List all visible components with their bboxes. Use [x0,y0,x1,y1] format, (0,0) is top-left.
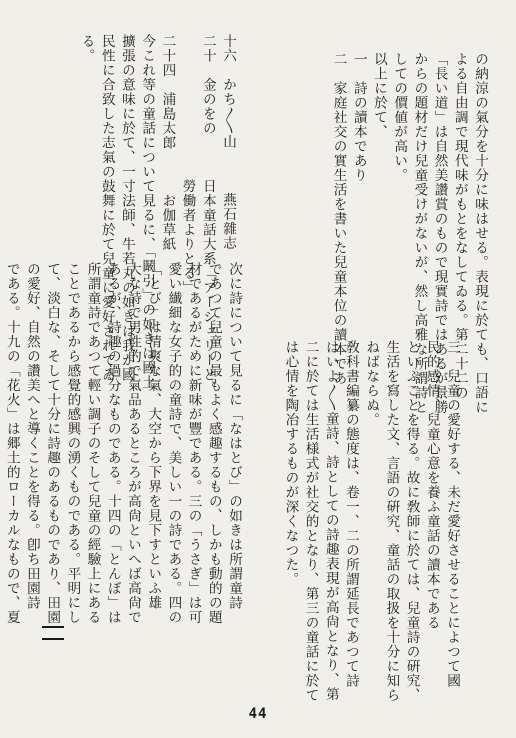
text-line: 「長い道」は自然美讚賞のもので現實詩ではあるが景勝 [431,52,448,415]
text-line: て、淡白な、そして十分に詩趣のあるものであり、田園 [44,262,61,625]
text-line: 十六 かち〳〵山 燕石雜志 [220,34,236,251]
text-line: は心情を陶冶するものが深くなつた。 [282,340,299,587]
text-line: 擴張の意味に於て、一寸法師、牛若丸の如きは我が國 [118,34,135,382]
text-line: 大な詩で男性的で氣品あるところが高尙といへば高尙で [124,262,141,625]
text-line: であつて兒童の最もよく感趣するもの、しかも動的の題 [205,262,222,625]
section-marker [40,622,66,644]
text-line: 二に於ては生活様式が社交的となり、第三の童話に於て [302,340,319,703]
text-line: といふことを得る。故に敎師に於ては、兒童詩の硏究、 [403,340,420,703]
text-column-bottom-left [2,262,244,625]
text-line: 愛い纎細な女子的の童詩で、美しい一の詩である。四の [165,262,182,625]
text-line: 民性に合致した志氣の鼓舞に於て兒童に愛好されてゐ [98,34,115,382]
text-line: 二 家庭社交の實生活を書いた兒童本位の讀本であ [330,52,347,386]
text-line: 材であるがために新味が豐である。三の「うさぎ」は可 [185,262,202,625]
text-line: 次に詩について見るに「なはとび」の如きは所謂童詩 [226,262,242,610]
page-number: 44 [248,706,268,722]
text-line: 勞働者よりとる」 [179,34,196,295]
text-line: あるが、詩趣の過分なものである。十四の「とんぼ」は [104,262,121,625]
text-line: 敎科書編纂の態度は、卷一、二の所謂延長であつて詩 [342,340,359,688]
text-line: ことであるから感覺的感興の湧くものである。平明にし [64,262,81,625]
text-line: 以上に於て、 [370,52,387,139]
text-line: よる自由調で現代味がもとをなしてゐる。第二十二の [451,52,468,400]
text-line: 三 兒童の愛好する、未だ愛好させることによつて國 [444,340,460,688]
text-line: 一 詩の讀本であり [350,52,367,183]
text-line: 今これ等の童話について見るに、「鬫引」の如きは國土 [139,34,156,390]
text-line: の納涼の氣分を十分に味はせる。表現に於ても、口語に [472,52,488,415]
text-line: る。 [78,34,95,63]
text-line: はいよ〳〵童詩、詩としての詩趣表現が高尙となり、第 [322,340,339,702]
text-line: 民的感情、兒童心意を養ふ童話の讀本である [423,340,440,630]
text-line: の愛好、自然の讚美へと導くことを得る。卽ち田園詩 [23,262,40,610]
text-line: 所謂童詩であつて輕い調子のそして兒童の經驗上にある [84,262,101,625]
text-line: 「とび」は清爽な氣、大空から下界を見下すといふ雄 [145,262,162,610]
text-line: しての價値が高い。 [391,52,408,183]
text-column-bottom-right [280,340,462,703]
text-line: である。十九の「花火」は郷土的ローカルなもので、夏 [3,262,20,625]
text-line: 二十四 浦島太郎 お伽草紙 [159,34,176,252]
text-line: ねばならぬ。 [363,340,380,427]
text-line: 二十 金のをの 日本童話大系「アーシェリーと [199,34,216,382]
text-line: からの題材だけ兒童受けがないが、然し高雅な所謂詩と [411,52,428,415]
text-line: 生活を寫した文、言語の硏究、童話の取扱を十分に知ら [383,340,400,703]
